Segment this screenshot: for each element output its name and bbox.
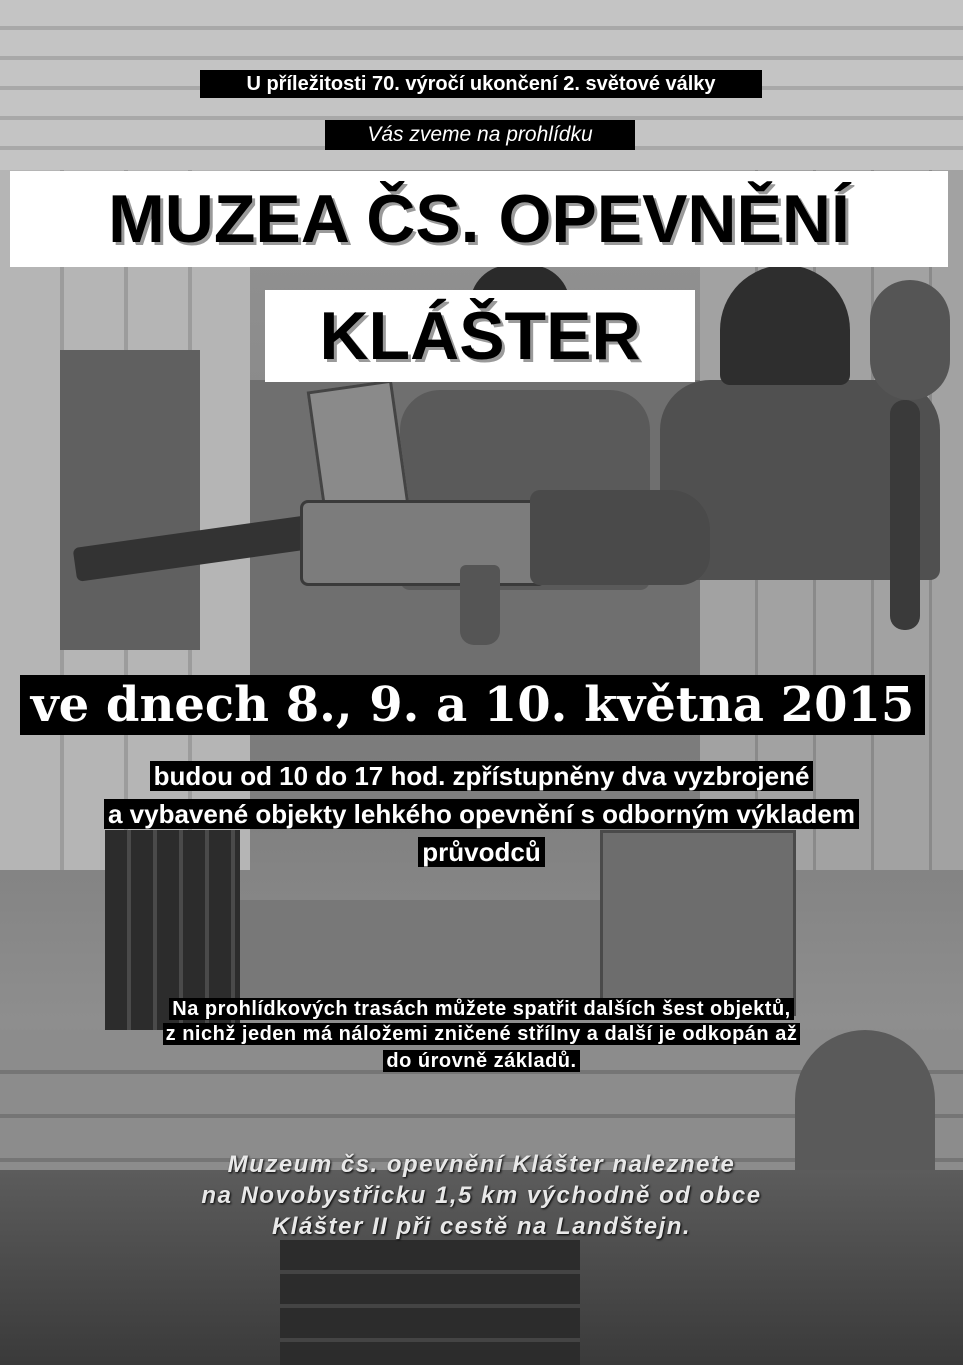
wooden-steps <box>280 1240 580 1365</box>
title-place: KLÁŠTER <box>265 290 695 382</box>
location-line: Klášter II při cestě na Landštejn. <box>271 1213 692 1240</box>
routes-text: z nichž jeden má náložemi zničené střílny a další je odkopán až <box>163 1023 801 1045</box>
bunker-door <box>60 350 200 650</box>
gas-mask <box>870 280 950 400</box>
description-line <box>0 760 963 792</box>
title-museum: MUZEA ČS. OPEVNĚNÍ <box>10 171 948 267</box>
routes-line <box>0 1022 963 1047</box>
location-line: Muzeum čs. opevnění Klášter naleznete <box>227 1151 736 1178</box>
description-line <box>0 836 963 868</box>
routes-text: Na prohlídkových trasách můžete spatřit dalších šest objektů, <box>169 998 793 1020</box>
dates-banner: ve dnech 8., 9. a 10. května 2015 <box>20 675 925 735</box>
routes-line <box>0 997 963 1022</box>
helmet-right <box>720 265 850 385</box>
description-text: průvodců <box>418 837 544 867</box>
machine-gun-body <box>300 500 546 586</box>
location-line: na Novobystřicku 1,5 km východně od obce <box>201 1182 762 1209</box>
machine-gun-magazine <box>307 380 410 517</box>
description-line <box>0 798 963 830</box>
invite-banner: Vás zveme na prohlídku <box>325 120 635 150</box>
machine-gun-grip <box>460 565 500 645</box>
machine-gun-stock <box>530 490 710 585</box>
description-text: a vybavené objekty lehkého opevnění s odborným výkladem <box>104 799 859 829</box>
routes-text: do úrovně základů. <box>383 1050 579 1072</box>
routes-line <box>0 1049 963 1074</box>
gas-mask-hose <box>890 400 920 630</box>
description-text: budou od 10 do 17 hod. zpřístupněny dva vyzbrojené <box>150 761 814 791</box>
occasion-banner: U příležitosti 70. výročí ukončení 2. světové války <box>200 70 762 98</box>
